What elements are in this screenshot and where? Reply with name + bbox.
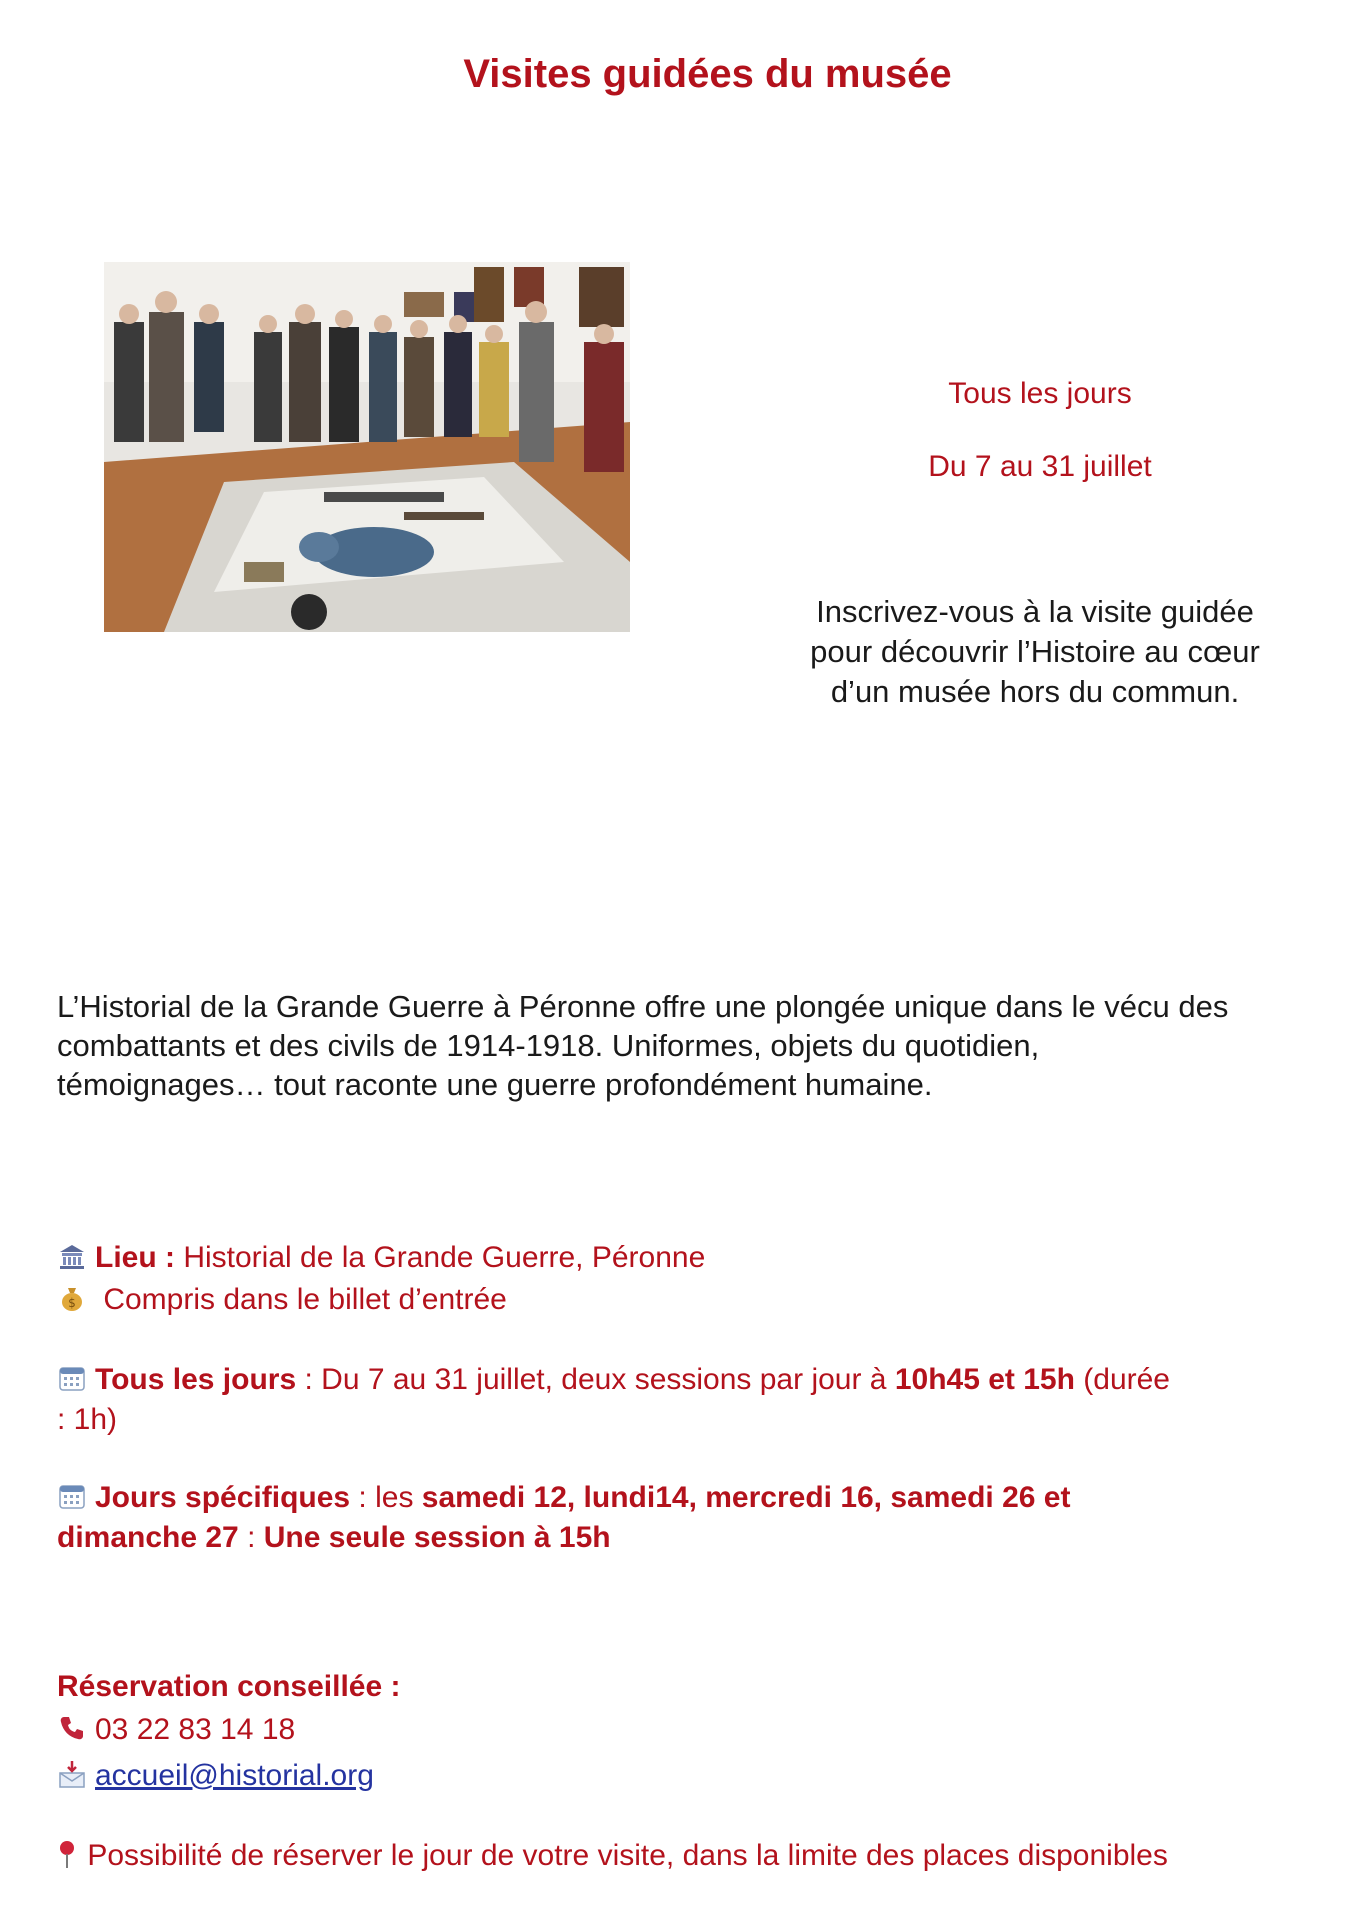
money-bag-icon [57,1283,87,1313]
specific-text: : les [350,1481,422,1514]
intro-line-3: d’un musée hors du commun. [830,674,1240,709]
daily-label: Tous les jours [95,1363,297,1396]
about-line-2: combattants et des civils de 1914-1918. Uniformes, objets du quotidien, [57,1028,1040,1063]
price-text: Compris dans le billet d’entrée [95,1283,507,1316]
reservation-label: Réservation conseillée : [57,1670,401,1703]
email-row [57,1756,1337,1796]
phone-number[interactable]: 03 22 83 14 18 [95,1713,296,1746]
svg-text:$: $ [68,1296,76,1310]
email-link[interactable]: accueil@historial.org [95,1759,374,1792]
envelope-icon [57,1759,87,1789]
specific-session: Une seule session à 15h [263,1521,611,1554]
about-line-3: témoignages… tout raconte une guerre profondément humaine. [57,1067,933,1102]
intro-line-2: pour découvrir l’Histoire au cœur [810,634,1260,669]
daily-duration-2: : 1h) [57,1403,118,1436]
calendar-icon [57,1363,87,1393]
note-row [57,1836,1337,1876]
pin-icon [57,1839,77,1869]
intro-text [770,592,1300,712]
location-label: Lieu : [95,1241,175,1274]
page-title: Visites guidées du musée [463,52,952,96]
reservation-block [57,1667,1337,1707]
calendar-icon [57,1481,87,1511]
schedule-line-2: Du 7 au 31 juillet [928,450,1152,483]
intro-line-1: Inscrivez-vous à la visite guidée [816,594,1254,629]
daily-times: 10h45 et 15h [894,1363,1075,1396]
location-row [57,1238,1337,1278]
specific-separator: : [238,1521,264,1554]
phone-icon [57,1713,87,1743]
specific-days-list: samedi 12, lundi14, mercredi 16, samedi 26 et [421,1481,1071,1514]
reservation-note: Possibilité de réserver le jour de votre visite, dans la limite des places disponibles [79,1839,1168,1872]
specific-label: Jours spécifiques [95,1481,351,1514]
museum-photo [104,262,630,632]
about-paragraph [57,987,1337,1104]
about-line-1: L’Historial de la Grande Guerre à Péronne offre une plongée unique dans le vécu des [57,989,1229,1024]
specific-days [57,1478,1337,1558]
specific-days-list-2: dimanche 27 [57,1521,239,1554]
daily-sessions [57,1360,1337,1440]
price-row [57,1280,1337,1320]
daily-text: : Du 7 au 31 juillet, deux sessions par jour à [296,1363,895,1396]
daily-duration: (durée [1074,1363,1170,1396]
museum-icon [57,1241,87,1271]
location-value: Historial de la Grande Guerre, Péronne [175,1241,706,1274]
schedule-line-1: Tous les jours [948,377,1132,410]
phone-row [57,1710,1337,1750]
